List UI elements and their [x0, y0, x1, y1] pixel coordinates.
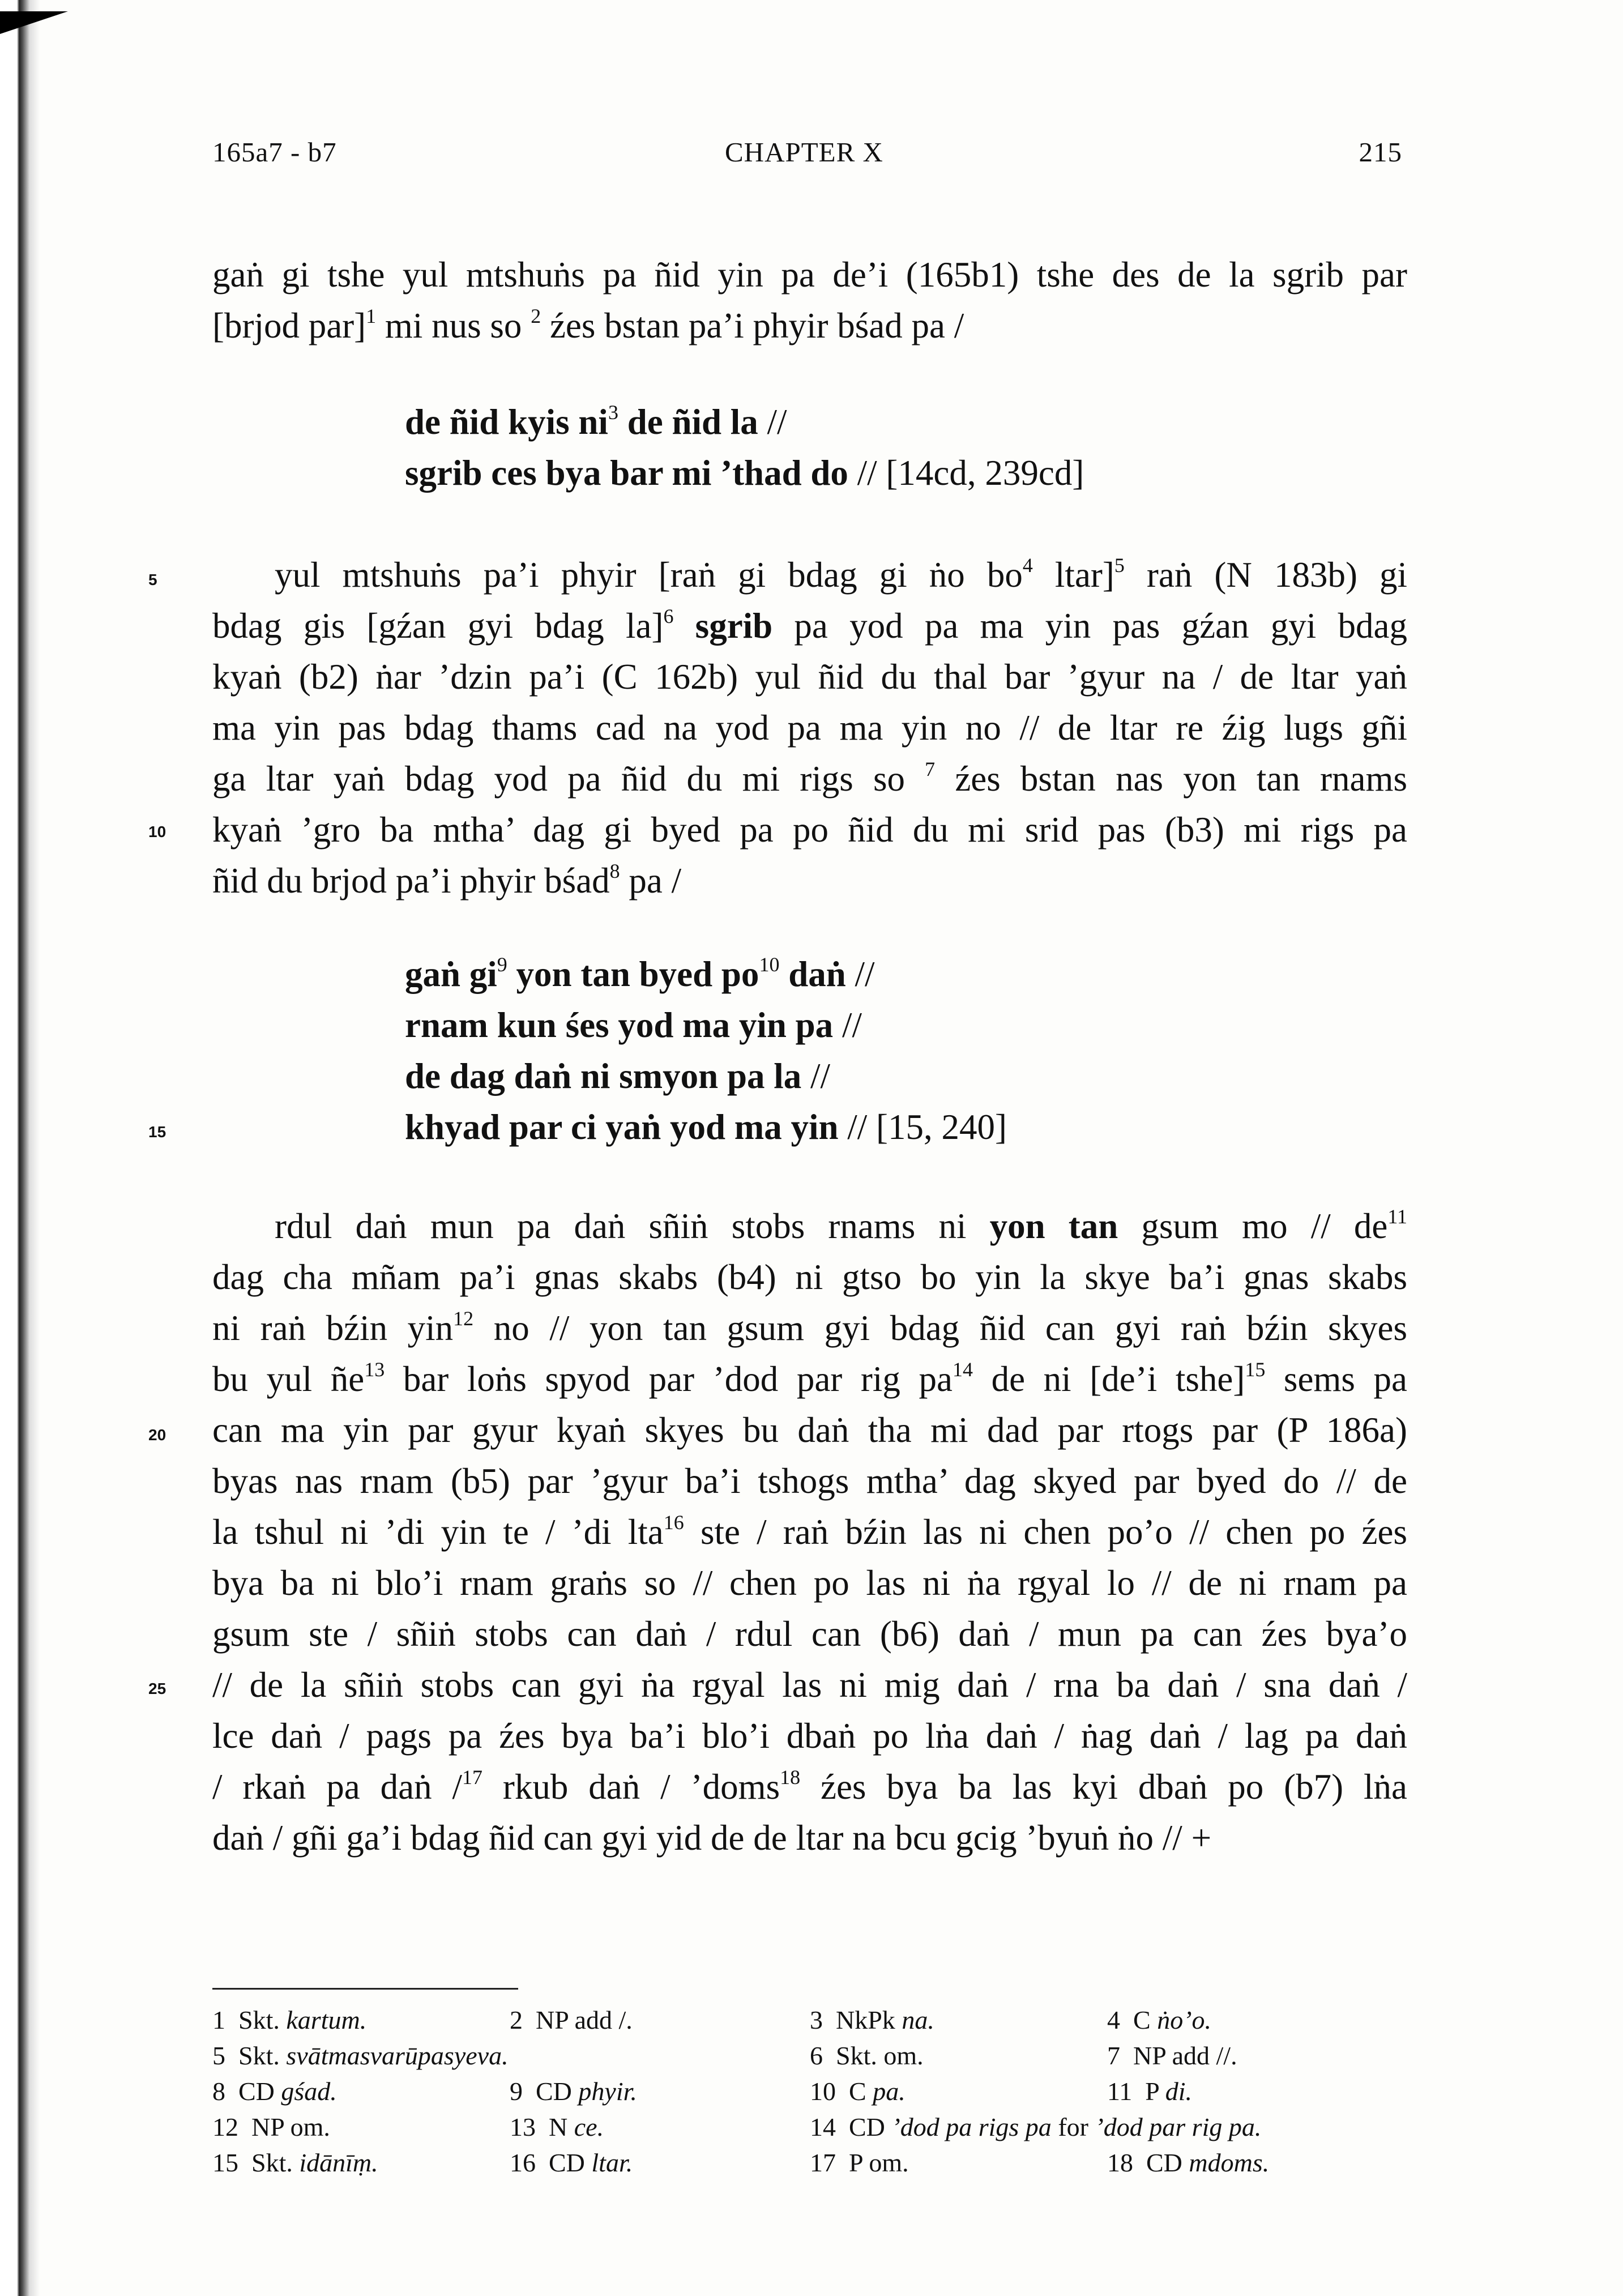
- text-line: gsum ste / sñiṅ stobs can daṅ / rdul can (b6) daṅ / mun pa can źes bya’o: [212, 1614, 1407, 1654]
- footnote-ref: 11: [1387, 1205, 1407, 1228]
- footnote-rule: [212, 1988, 518, 1990]
- footnote-12: 12 NP om.: [212, 2113, 330, 2141]
- text-line: bu yul $ñe^{13}$ bar loṅs spyod par ’dod par rig $pa^{14}$ de ni [de’i tshe]$^{15}$ sems pa: [212, 1358, 1408, 1399]
- text-line: can ma yin par gyur kyaṅ skyes bu daṅ tha mi dad par rtogs par (P 186a): [212, 1410, 1407, 1450]
- text-line: gaṅ gi tshe yul mtshuṅs pa ñid yin pa de’i (165b1) tshe des de la sgrib par: [212, 255, 1407, 295]
- text-line: kyaṅ ’gro ba mtha’ dag gi byed pa po ñid du mi srid pas (b3) mi rigs pa: [212, 810, 1407, 850]
- footnote-6: 6 Skt. om.: [810, 2041, 924, 2070]
- footnote-18: 18 CD mdoms.: [1107, 2148, 1270, 2177]
- text-line: // de la sñiṅ stobs can gyi ṅa rgyal las ni mig daṅ / rna ba daṅ / sna daṅ /: [212, 1665, 1407, 1705]
- text-line: ga ltar yaṅ bdag yod pa ñid du mi rigs so $^7$ źes bstan nas yon tan rnams: [212, 758, 1407, 799]
- footnote-7: 7 NP add //.: [1107, 2041, 1237, 2070]
- paragraph-3: [212, 1201, 1407, 1863]
- page-corner-mark: [0, 11, 68, 34]
- footnote-11: 11 P di.: [1107, 2077, 1192, 2106]
- footnote-14: 14 CD ’dod pa rigs pa for ’dod par rig pa.: [810, 2113, 1262, 2141]
- text-line: byas nas rnam (b5) par ’gyur ba’i tshogs mtha’ dag skyed par byed do // de: [212, 1461, 1407, 1501]
- verse-line: khyad par ci yaṅ yod ma yin // [15, 240]: [405, 1107, 1007, 1147]
- text-line: ma yin pas bdag thams cad na yod pa ma yin no // de ltar re źig lugs gñi: [212, 708, 1407, 748]
- footnote-5: 5 Skt. svātmasvarūpasyeva.: [212, 2041, 509, 2070]
- line-number-20: 20: [148, 1426, 166, 1444]
- footnote-9: 9 CD phyir.: [510, 2077, 637, 2106]
- footnote-2: 2 NP add /.: [510, 2005, 633, 2034]
- text-line: ñid du brjod pa’i phyir bśad$^8$ pa /: [212, 860, 682, 901]
- footnote-ref: 3: [608, 401, 618, 424]
- paragraph-1: [212, 249, 1407, 351]
- text-line: / rkaṅ pa daṅ /$^{17}$ rkub daṅ / ’doms$^{18}$ źes bya ba las kyi dbaṅ po (b7) lṅa: [212, 1766, 1407, 1807]
- text-line: ni raṅ bźin yin$^{12}$ no // yon tan gsum gyi bdag ñid can gyi raṅ bźin skyes: [212, 1307, 1407, 1348]
- footnote-ref: 6: [663, 605, 674, 628]
- paragraph-2: [212, 549, 1407, 906]
- text-line: yul mtshuṅs pa’i phyir [raṅ gi bdag gi ṅo $bo^4$ ltar]$^5$ raṅ (N 183b) gi: [275, 554, 1407, 595]
- footnote-ref: 15: [1245, 1358, 1266, 1381]
- book-binding-shadow: [0, 0, 40, 2296]
- footnote-8: 8 CD gśad.: [212, 2077, 337, 2106]
- footnote-ref: 16: [663, 1511, 684, 1534]
- verse-1: [405, 396, 1084, 498]
- footnote-17: 17 P om.: [810, 2148, 909, 2177]
- footnote-ref: 13: [364, 1358, 385, 1381]
- verse-line: rnam kun śes yod ma yin pa //: [405, 1005, 862, 1045]
- page-number: 215: [1359, 136, 1402, 168]
- text-line: rdul daṅ mun pa daṅ sñiṅ stobs rnams ni yon tan gsum mo // $de^{11}$: [275, 1205, 1407, 1246]
- line-number-15: 15: [148, 1123, 166, 1141]
- verse-line: de dag daṅ ni smyon pa la //: [405, 1056, 830, 1096]
- verse-line: de ñid kyis $ni^3$ de ñid la //: [405, 401, 787, 442]
- text-line: bdag gis [gźan gyi bdag la]$^6$ sgrib pa yod pa ma yin pas gźan gyi bdag: [212, 605, 1408, 646]
- text-line: bya ba ni blo’i rnam graṅs so // chen po las ni ṅa rgyal lo // de ni rnam pa: [212, 1563, 1407, 1603]
- footnote-ref: 9: [497, 953, 507, 976]
- footnote-ref: 10: [759, 953, 780, 976]
- verse-2: [405, 949, 1007, 1153]
- footnote-15: 15 Skt. idānīṃ.: [212, 2148, 378, 2177]
- text-line: lce daṅ / pags pa źes bya ba’i blo’i dbaṅ po lṅa daṅ / ṅag daṅ / lag pa daṅ: [212, 1716, 1407, 1756]
- footnote-ref: 1: [366, 305, 377, 327]
- text-line: la tshul ni ’di yin te / ’di lta$^{16}$ ste / raṅ bźin las ni chen po’o // chen po źes: [212, 1511, 1407, 1552]
- footnote-4: 4 C ṅo’o.: [1107, 2005, 1212, 2034]
- verse-line: sgrib ces bya bar mi ’thad do // [14cd, 239cd]: [405, 453, 1084, 493]
- footnote-1: 1 Skt. kartum.: [212, 2005, 367, 2034]
- footnote-ref: 18: [780, 1766, 801, 1789]
- footnote-ref: 17: [462, 1766, 483, 1789]
- footnote-ref: 8: [609, 860, 620, 882]
- footnote-10: 10 C pa.: [810, 2077, 906, 2106]
- footnote-ref: 2: [531, 305, 541, 327]
- footnote-13: 13 N ce.: [510, 2113, 604, 2141]
- footnote-16: 16 CD ltar.: [510, 2148, 633, 2177]
- footnote-ref: 4: [1022, 554, 1033, 577]
- line-number-5: 5: [148, 571, 157, 588]
- verse-line: gaṅ $gi^9$ yon tan byed $po^{10}$ daṅ //: [405, 953, 875, 994]
- text-line: kyaṅ (b2) ṅar ’dzin pa’i (C 162b) yul ñid du thal bar ’gyur na / de ltar yaṅ: [212, 657, 1407, 697]
- text-line: dag cha mñam pa’i gnas skabs (b4) ni gtso bo yin la skye ba’i gnas skabs: [212, 1257, 1407, 1297]
- text-line: daṅ / gñi ga’i bdag ñid can gyi yid de de ltar na bcu gcig ’byuṅ ṅo // +: [212, 1818, 1212, 1858]
- footnote-ref: 7: [925, 758, 936, 780]
- line-number-25: 25: [148, 1680, 166, 1697]
- text-line: [brjod par]$^1$ mi nus so $^2$ źes bstan pa’i phyir bśad pa /: [212, 305, 964, 345]
- footnote-3: 3 NkPk na.: [810, 2005, 934, 2034]
- folio-range: 165a7 - b7: [212, 136, 337, 168]
- footnote-ref: 5: [1114, 554, 1125, 577]
- line-number-10: 10: [148, 823, 166, 840]
- chapter-title: CHAPTER X: [725, 136, 883, 168]
- footnote-ref: 14: [952, 1358, 973, 1381]
- footnote-ref: 12: [453, 1307, 474, 1330]
